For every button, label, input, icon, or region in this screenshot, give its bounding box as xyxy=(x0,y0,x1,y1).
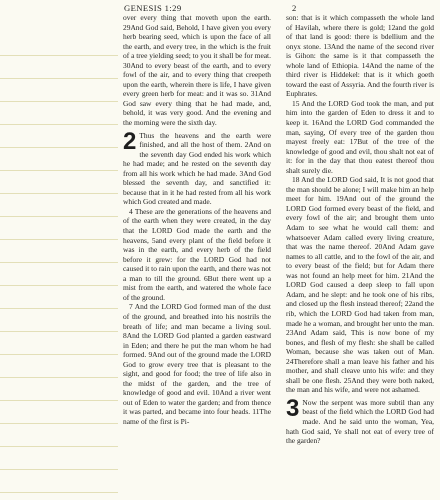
left-text-column xyxy=(123,13,271,427)
chapter-number: 2 xyxy=(123,127,137,155)
chapter-3-block xyxy=(286,394,434,446)
page-number: 2 xyxy=(292,3,297,13)
verse-block: Thus the heavens and the earth were finished, and all the host of them. 2And on the seventh day God ended his work which he had made; and he rested on the seventh day from all his work which he had made. 3And God blessed the seventh day, and sanctified it: because that in it he had rested from all his work which God created and made. xyxy=(123,130,271,207)
chapter-2-block xyxy=(123,127,271,207)
verse-block: son: that is it which compasseth the whole land of Havilah, where there is gold; 12and the gold of that land is good: there is bdellium and the onyx stone. 13And the name of the second river is Gihon: the same is it that compasseth the whole land of Ethiopia. 14And the name of the third river is Hiddekel: that is it which goeth toward the east of Assyria. And the fourth river is Euphrates. xyxy=(286,13,434,99)
verse-block: over every thing that moveth upon the earth. 29And God said, Behold, I have given you every herb bearing seed, which is upon the face of all the earth, and every tree, in the which is the fruit of a tree yielding seed; to you it shall be for meat. 30And to every beast of the earth, and to every fowl of the air, and to every thing that creepeth upon the earth, wherein there is life, I have given every green herb for meat: and it was so. 31And God saw every thing that he had made, and, behold, it was very good. And the evening and the morning were the sixth day. xyxy=(123,13,271,128)
right-text-column xyxy=(286,13,434,446)
notes-margin xyxy=(0,55,118,495)
verse-block: 15 And the LORD God took the man, and put him into the garden of Eden to dress it and to keep it. 16And the LORD God commanded the man, saying, Of every tree of the garden thou mayest freely eat: 17But of the tree of the knowledge of good and evil, thou shalt not eat of it: for in the day that thou eatest thereof thou shalt surely die. xyxy=(286,98,434,175)
verse-block: 18 And the LORD God said, It is not good that the man should be alone; I will make him an help meet for him. 19And out of the ground the LORD God formed every beast of the field, and every fowl of the air; and brought them unto Adam to see what he would call them: and whatsoever Adam called every living creature, that was the name thereof. 20And Adam gave names to all cattle, and to the fowl of the air, and to every beast of the field; but for Adam there was not found an help meet for him. 21And the LORD God caused a deep sleep to fall upon Adam, and he slept: and he took one of his ribs, and closed up the flesh instead thereof; 22and the rib, which the LORD God had taken from man, made he a woman, and brought her unto the man. 23And Adam said, This is now bone of my bones, and flesh of my flesh: she shall be called Woman, because she was taken out of Man. 24Therefore shall a man leave his father and his mother, and shall cleave unto his wife: and they shall be one flesh. 25And they were both naked, the man and his wife, and were not ashamed. xyxy=(286,175,434,395)
verse-block: 7 And the LORD God formed man of the dust of the ground, and breathed into his nostrils the breath of life; and man became a living soul. 8And the LORD God planted a garden eastward in Eden; and there he put the man whom he had formed. 9And out of the ground made the LORD God to grow every tree that is pleasant to the sight, and good for food; the tree of life also in the midst of the garden, and the tree of knowledge of good and evil. 10And a river went out of Eden to water the garden; and from thence it was parted, and became into four heads. 11The name of the first is Pi- xyxy=(123,302,271,426)
verse-block: 4 These are the generations of the heavens and of the earth when they were created, in the day that the LORD God made the earth and the heavens, 5and every plant of the field before it was in the earth, and every herb of the field before it grew: for the LORD God had not caused it to rain upon the earth, and there was not a man to till the ground. 6But there went up a mist from the earth, and watered the whole face of the ground. xyxy=(123,206,271,302)
chapter-number: 3 xyxy=(286,394,300,422)
verse-block: Now the serpent was more subtil than any beast of the field which the LORD God had made. And he said unto the woman, Yea, hath God said, Ye shall not eat of every tree of the garden? xyxy=(286,397,434,446)
running-header-reference: GENESIS 1:29 xyxy=(124,3,182,13)
